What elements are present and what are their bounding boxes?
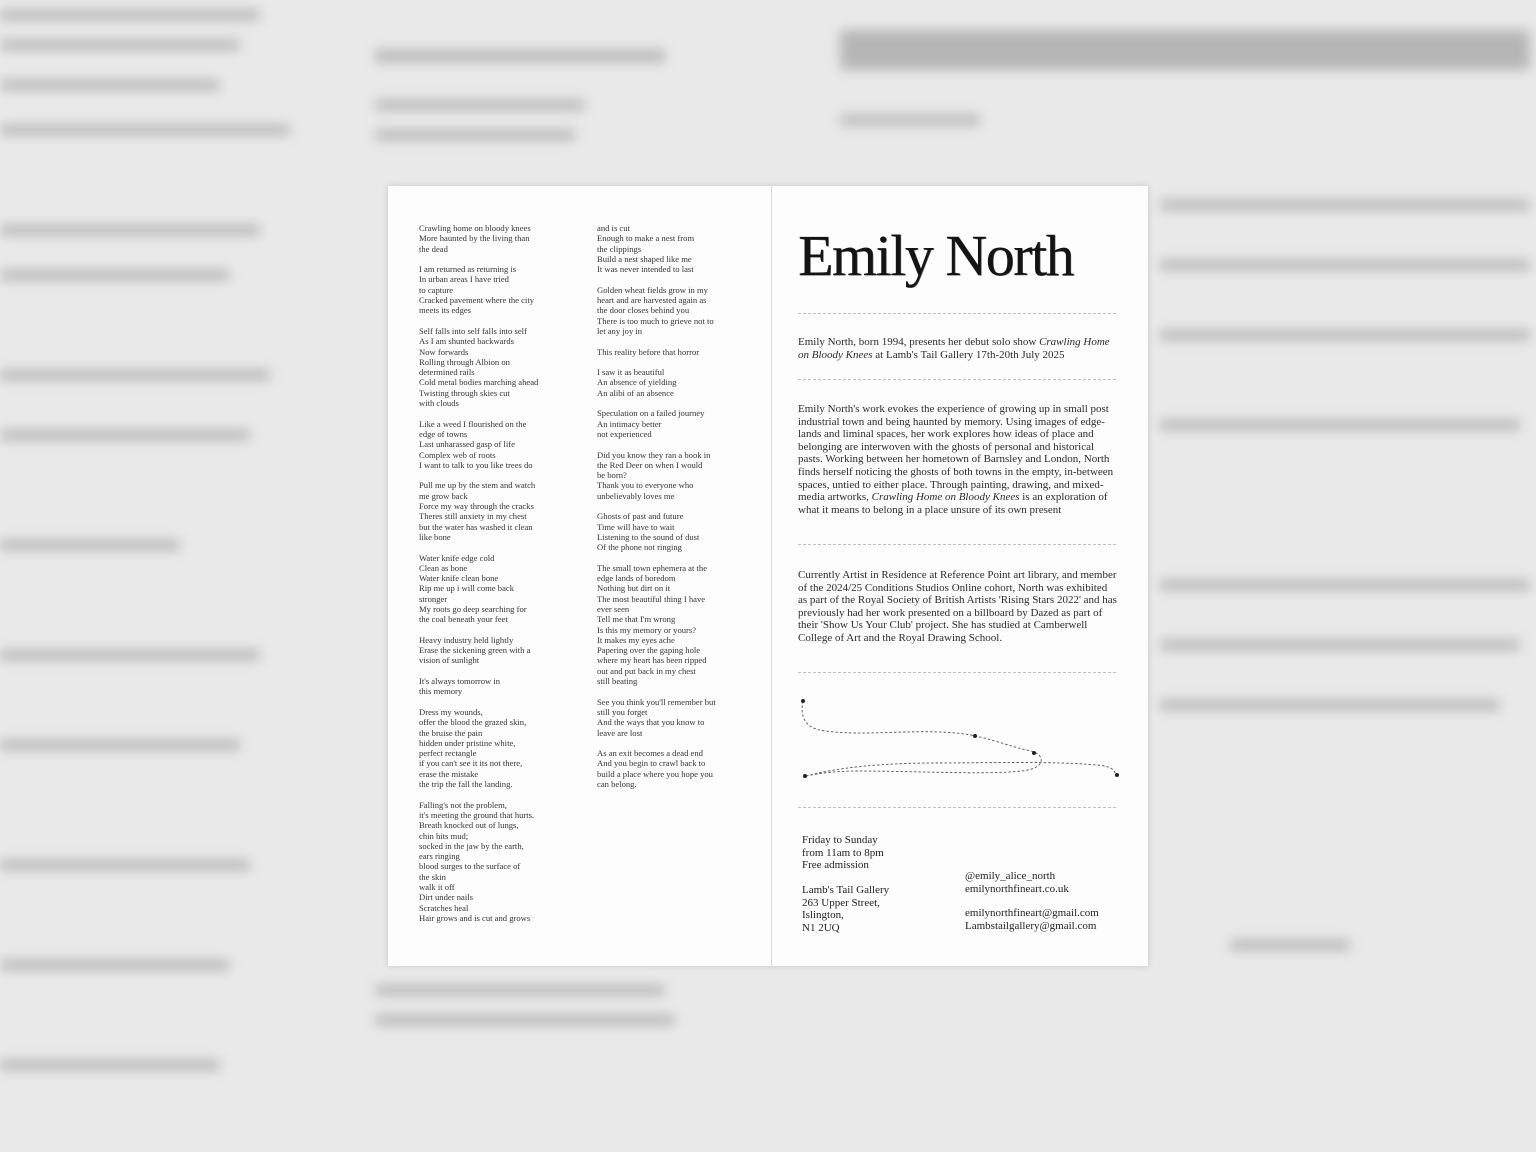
poem-stanza: As an exit becomes a dead end And you begin to crawl back to build a place where you hope you can belong. — [597, 748, 713, 790]
poem-stanza: Dress my wounds, offer the blood the grazed skin, the bruise the pain hidden under pristine white, perfect rectangle if you can't see it its not there, erase the mistake the trip the fall the landing. — [419, 706, 527, 790]
venue-area: Islington, — [802, 909, 844, 922]
social-links — [965, 870, 1069, 895]
poem-stanza: Did you know they ran a book in the Red Deer on when I would be born? Thank you to everyone who unbelievably loves me — [597, 449, 711, 501]
poem-stanza: The small town ephemera at the edge lands of boredom Nothing but dirt on it The most beautiful thing I have ever seen Tell me that I'm wrong Is this my memory or yours? It makes my eyes ache Papering over the gaping hole where my heart has been ripped out and put back in my chest still beating — [597, 562, 708, 687]
bio-text: Emily North's work evokes the experience of growing up in small post industrial town and being haunted by memory. Using images of edge-lands and liminal spaces, her work explores how ideas of place and belonging are interwoven with the ghosts of personal and historical pasts. Working between her hometown of Barnsley and London, North finds herself noticing the ghosts of both towns in the empty, in-between spaces, untied to either place. Through painting, drawing, and mixed-media artworks, — [798, 403, 1114, 504]
poem-stanza: Golden wheat fields grow in my heart and are harvested again as the door closes behind you There is too much to grieve not to let any joy in — [597, 284, 714, 336]
poem-stanza: It's always tomorrow in this memory — [419, 676, 501, 697]
booklet-spread — [388, 186, 1148, 966]
gallery-email: Lambstailgallery@gmail.com — [965, 919, 1097, 932]
bio-show-title: Crawling Home on Bloody Knees — [871, 491, 1020, 504]
intro-tail: at Lamb's Tail Gallery 17th-20th July 2025 — [872, 348, 1065, 361]
poem-stanza: Like a weed I flourished on the edge of towns Last unharassed gasp of life Complex web of roots I want to talk to you like trees do — [419, 418, 533, 470]
poem-stanza: Crawling home on bloody knees More haunted by the living than the dead — [419, 223, 531, 254]
page-fold — [771, 186, 772, 966]
bio-paragraph — [798, 403, 1118, 516]
divider — [798, 313, 1116, 314]
artist-email: emilynorthfineart@gmail.com — [965, 907, 1099, 919]
poem-stanza: Pull me up by the stem and watch me grow back Force my way through the cracks Theres still anxiety in my chest but the water has washed it clean like bone — [419, 480, 536, 542]
poem-stanza: Falling's not the problem, it's meeting the ground that hurts. Breath knocked out of lungs, chin hits mud; socked in the jaw by the earth, ears ringing blood surges to the surface of the skin walk it off Dirt under nails Scratches heal Hair grows and is cut and grows — [419, 799, 535, 923]
divider — [798, 807, 1116, 808]
credentials-paragraph: Currently Artist in Residence at Reference Point art library, and member of the 2024/25 Conditions Studios Online cohort, North was exhibited as part of the Royal Society of British Artists 'Rising Stars 2022' and has previously had her work presented on a billboard by Dazed as part of their 'Show Us Your Club' project. She has studied at Camberwell College of Art and the Royal Drawing School. — [798, 569, 1117, 644]
venue-postcode: N1 2UQ — [802, 922, 840, 935]
intro-paragraph — [798, 336, 1118, 361]
opening-times: from 11am to 8pm — [802, 846, 884, 859]
show-title: Crawling Home on Bloody Knees — [798, 336, 1110, 361]
venue-address — [802, 884, 889, 935]
divider — [798, 672, 1116, 673]
venue-street: 263 Upper Street, — [802, 896, 880, 909]
poem-stanza: Self falls into self falls into self As I am shunted backwards Now forwards Rolling through Albion on determined rails Cold metal bodies marching ahead Twisting through skies cut with clouds — [419, 325, 539, 409]
opening-hours — [802, 834, 884, 872]
route-map-drawing — [796, 691, 1126, 786]
poem-column-1 — [419, 223, 579, 933]
divider — [798, 379, 1116, 380]
artist-name-title: Emily North — [798, 223, 1074, 288]
poem-stanza: I am returned as returning is In urban areas I have tried to capture Cracked pavement where the city meets its edges — [419, 264, 535, 316]
poem-stanza: This reality before that horror — [597, 346, 700, 357]
divider — [798, 544, 1116, 545]
email-contacts — [965, 907, 1099, 932]
poem-stanza: Speculation on a failed journey An intimacy better not experienced — [597, 408, 705, 439]
poem-stanza: Heavy industry held lightly Erase the sickening green with a vision of sunlight — [419, 634, 531, 666]
poem-stanza: and is cut Enough to make a nest from the clippings Build a nest shaped like me It was never intended to last — [597, 223, 695, 275]
intro-text: Emily North, born 1994, presents her debut solo show — [798, 336, 1040, 348]
poem-stanza: I saw it as beautiful An absence of yielding An alibi of an absence — [597, 367, 677, 398]
opening-days: Friday to Sunday — [802, 834, 878, 846]
poem-column-2 — [597, 223, 747, 800]
instagram-handle: @emily_alice_north — [965, 870, 1056, 882]
bio-tail: is an exploration of what it means to belong in a place unsure of its own present — [798, 491, 1108, 516]
poem-stanza: See you think you'll remember but still you forget And the ways that you know to leave are lost — [597, 696, 716, 738]
venue-name: Lamb's Tail Gallery — [802, 884, 890, 896]
poem-stanza: Ghosts of past and future Time will have to wait Listening to the sound of dust Of the phone not ringing — [597, 511, 700, 553]
poem-stanza: Water knife edge cold Clean as bone Water knife clean bone Rip me up i will come back stronger My roots go deep searching for the coal beneath your feet — [419, 552, 527, 625]
admission-note: Free admission — [802, 859, 869, 872]
website-url: emilynorthfineart.co.uk — [965, 882, 1069, 895]
